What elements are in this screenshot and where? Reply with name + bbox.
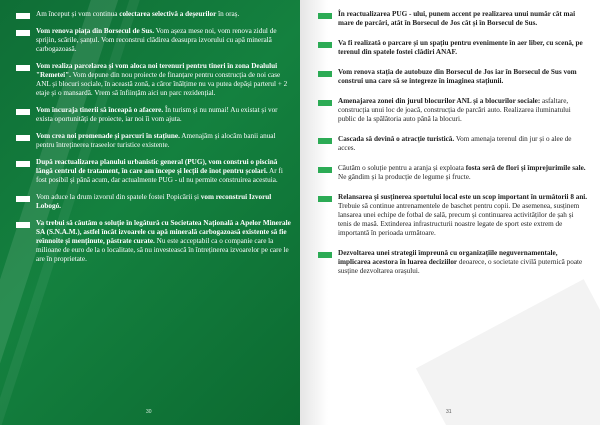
- list-item: [16, 10, 292, 19]
- list-item: [318, 249, 588, 276]
- list-item: [16, 132, 292, 150]
- list-item-text: Relansarea și susținerea sportului local este un scop important în următorii 8 ani. Trebuie să continue antrenamentele de baschet pentru copii. De asemenea, susținem lansarea unei echipe de fotbal de sală, precum și continuarea activităților de șah și tenis de masă. Extinderea infrastructurii noastre legate de sport este extrem de importantă în perioada următoare.: [338, 193, 588, 237]
- page-number-left: 30: [146, 409, 152, 415]
- list-item: [16, 219, 292, 264]
- list-item-text: Vom renova stația de autobuze din Borsecul de Jos iar în Borsecul de Sus vom construi una care să se integreze în imaginea stațiunii.: [338, 68, 577, 85]
- list-item: [16, 27, 292, 54]
- list-item-text: După reactualizarea planului urbanistic general (PUG), vom construi o piscină lângă centrul de tratament, în care am începe și lecții de înot pentru școlari. Ar fi fost posibil și până acum, dar actualmente PUG - ul nu permite construirea acestuia.: [36, 158, 283, 184]
- bullet-flag-icon: [318, 71, 332, 77]
- list-item-text: Vom încuraja tinerii să înceapă o afacere. În turism și nu numai! Au existat și vor exista oportunități de proiecte, iar noi îi vom ajuta.: [36, 106, 278, 123]
- list-item-text: Va trebui să căutăm o soluție în legătură cu Societatea Națională a Apelor Minerale SA (S.N.A.M.), astfel încât izvoarele cu apă minerală carbogazoasă existente să fie reînnoite și menținute, păstrate curate. Nu este acceptabil ca o companie care la milioane de euro de la o localitate, să nu investească în întreținerea izvoarelor pe care le are în proprietate.: [36, 219, 291, 263]
- bullet-flag-icon: [16, 161, 30, 167]
- list-item-text: În reactualizarea PUG - ului, punem accent pe realizarea unui număr cât mai mare de parcări, atât în Borsecul de Jos cât și în Borsecul de Sus.: [338, 10, 576, 27]
- list-item: [318, 135, 588, 153]
- bullet-flag-icon: [318, 167, 332, 173]
- list-item-text: Dezvoltarea unei strategii împreună cu organizațiile neguvernamentale, implicarea acestora în luarea deciziilor deoarece, o societate civilă puternică poate susține dezvoltarea orașului.: [338, 249, 583, 275]
- list-item: [318, 164, 588, 182]
- list-item-text: Vom crea noi promenade și parcuri în stațiune. Amenajăm și alocăm banii anual pentru întreținerea traseelor turistice existente.: [36, 132, 276, 149]
- list-item-text: Am început și vom continua colectarea selectivă a deșeurilor în oraș.: [36, 10, 240, 18]
- bullet-flag-icon: [16, 196, 30, 202]
- bullet-flag-icon: [318, 100, 332, 106]
- bullet-flag-icon: [16, 65, 30, 71]
- bullet-flag-icon: [16, 109, 30, 115]
- bullet-flag-icon: [16, 13, 30, 19]
- list-item: [318, 193, 588, 238]
- list-item-text: Amenajarea zonei din jurul blocurilor ANL și a blocurilor sociale: asfaltare, construcția unui loc de joacă, construcția de parcări auto. Realizarea iluminatului public de la spălătoria auto până la blocuri.: [338, 97, 571, 123]
- right-page-list: [318, 10, 588, 287]
- list-item: [318, 39, 588, 57]
- bullet-flag-icon: [16, 30, 30, 36]
- list-item: [318, 10, 588, 28]
- bullet-flag-icon: [318, 42, 332, 48]
- bullet-flag-icon: [318, 196, 332, 202]
- list-item-text: Vom renova piața din Borsecul de Sus. Vom așeza mese noi, vom renova zidul de sprijin, scările, șanțul. Vom reconstrui clădirea deasupra izvorului cu apă minerală carbogazoasă.: [36, 27, 277, 53]
- page-number-right: 31: [446, 409, 452, 415]
- page-curl-shade: [416, 279, 600, 425]
- list-item: [16, 158, 292, 185]
- list-item: [16, 62, 292, 98]
- bullet-flag-icon: [16, 222, 30, 228]
- left-page-list: [16, 10, 292, 272]
- bullet-flag-icon: [16, 135, 30, 141]
- list-item-text: Căutăm o soluție pentru a aranja și exploata fosta seră de flori și împrejurimile sale. Ne gândim și la producție de legume și fructe.: [338, 164, 586, 181]
- list-item-text: Vom aduce la drum izvorul din spatele fostei Popicării și vom reconstrui Izvorul Lobogó.: [36, 193, 272, 210]
- bullet-flag-icon: [318, 252, 332, 258]
- list-item: [318, 97, 588, 124]
- list-item-text: Cascada să devină o atracție turistică. Vom amenaja terenul din jur și o alee de acces.: [338, 135, 572, 152]
- list-item: [16, 106, 292, 124]
- list-item: [16, 193, 292, 211]
- list-item-text: Vom realiza parcelarea și vom aloca noi terenuri pentru tineri în zona Dealului "Remetei". Vom depune din nou proiecte de finanțare pentru construcția de noi case ANL și blocuri sociale, în această zonă, a căror înălțime nu va putea depăși parterul + 2 etaje și o mansardă. Vrem să înființăm aici un parc rezidențial.: [36, 62, 288, 97]
- list-item-text: Va fi realizată o parcare și un spațiu pentru evenimente în aer liber, cu scenă, pe terenul din spatele fostei clădiri ANAF.: [338, 39, 583, 56]
- list-item: [318, 68, 588, 86]
- bullet-flag-icon: [318, 138, 332, 144]
- bullet-flag-icon: [318, 13, 332, 19]
